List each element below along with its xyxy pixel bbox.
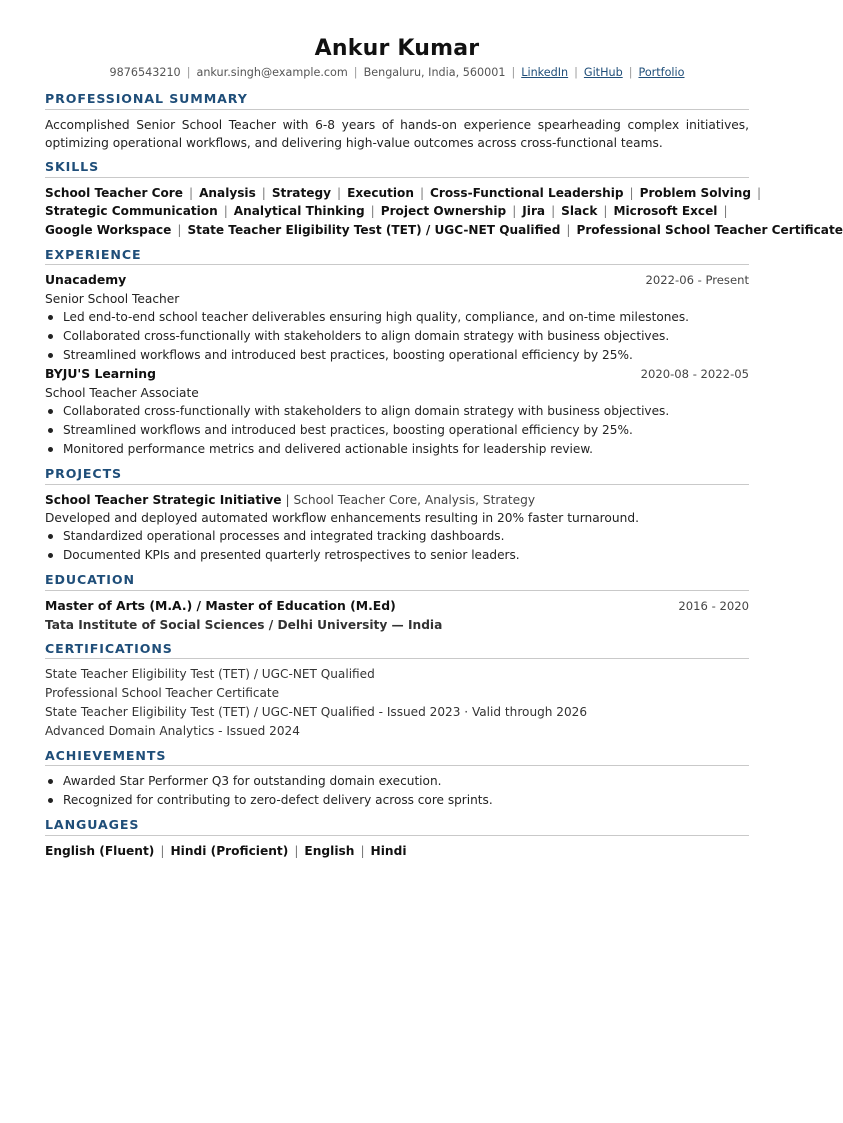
school-name: Tata Institute of Social Sciences / Delhi University — India	[45, 617, 443, 632]
certification-item: State Teacher Eligibility Test (TET) / UGC-NET Qualified	[45, 667, 375, 682]
section-title-certifications: CERTIFICATIONS	[45, 640, 749, 660]
education-section	[45, 571, 749, 634]
linkedin-link[interactable]: LinkedIn	[521, 66, 569, 80]
bullet-item: Standardized operational processes and integrated tracking dashboards.	[45, 527, 749, 546]
company-name: Unacademy	[45, 272, 127, 288]
achievement-bullets	[45, 772, 749, 810]
section-title-education: EDUCATION	[45, 571, 749, 591]
github-link[interactable]: GitHub	[583, 66, 623, 80]
separator: |	[186, 66, 191, 80]
job-dates: 2022-06 - Present	[645, 273, 749, 288]
job-bullets	[45, 308, 749, 365]
skill-item: Problem Solving	[639, 185, 752, 200]
job-entry	[45, 271, 749, 365]
experience-section	[45, 246, 749, 459]
company-name: BYJU'S Learning	[45, 366, 156, 382]
skill-item: Strategic Communication	[45, 204, 218, 219]
language-item: Hindi	[370, 844, 407, 859]
languages-list: English (Fluent) | Hindi (Proficient) | English | Hindi	[45, 844, 407, 859]
email: ankur.singh@example.com	[196, 66, 348, 80]
skill-item: Strategy	[271, 185, 331, 200]
job-role: Senior School Teacher	[45, 291, 180, 306]
project-heading: School Teacher Strategic Initiative | School Teacher Core, Analysis, Strategy	[45, 492, 536, 507]
skill-item: Slack	[561, 204, 598, 219]
languages-section	[45, 816, 749, 860]
separator: |	[574, 66, 578, 80]
skill-item: Google Workspace	[45, 223, 172, 237]
language-item: English (Fluent)	[45, 844, 155, 859]
skill-item: Professional School Teacher Certificate	[576, 223, 843, 237]
project-description: Developed and deployed automated workflow enhancements resulting in 20% faster turnaround.	[45, 511, 639, 525]
section-title-skills: SKILLS	[45, 158, 749, 178]
summary-section	[45, 90, 749, 152]
section-title-languages: LANGUAGES	[45, 816, 749, 836]
bullet-item: Collaborated cross-functionally with stakeholders to align domain strategy with business objectives.	[45, 402, 749, 421]
location: Bengaluru, India, 560001	[363, 66, 506, 80]
skills-section	[45, 158, 843, 240]
section-title-projects: PROJECTS	[45, 465, 749, 485]
separator: |	[511, 66, 516, 80]
summary-text: Accomplished Senior School Teacher with 6-8 years of hands-on experience spearheading complex initiatives, optimizing operational workflows, and delivering high-value outcomes across cross-functional teams.	[45, 117, 749, 150]
degree-name: Master of Arts (M.A.) / Master of Education (M.Ed)	[45, 597, 396, 613]
bullet-item: Recognized for contributing to zero-defect delivery across core sprints.	[45, 791, 749, 810]
project-title: School Teacher Strategic Initiative	[45, 492, 282, 507]
job-entry	[45, 365, 749, 459]
project-bullets	[45, 527, 749, 565]
skills-list: School Teacher Core | Analysis | Strategy | Execution | Cross-Functional Leadership | Problem Solving | Strategic Communication | Analytical Thinking | Project Ownership | Jira | Slack | Microsoft Excel | Google Workspace | State Teacher Eligibility Test (TET) / UGC-NET Qualified | Professional School Teacher Certificate	[45, 185, 843, 237]
bullet-item: Streamlined workflows and introduced best practices, boosting operational efficiency by 25%.	[45, 421, 749, 440]
skill-item: Analysis	[199, 185, 256, 200]
skill-item: Project Ownership	[380, 204, 507, 219]
certification-item: Professional School Teacher Certificate	[45, 686, 280, 701]
bullet-item: Monitored performance metrics and delivered actionable insights for leadership review.	[45, 440, 749, 459]
job-dates: 2020-08 - 2022-05	[640, 367, 749, 382]
certifications-section	[45, 640, 749, 741]
section-title-achievements: ACHIEVEMENTS	[45, 747, 749, 767]
education-dates: 2016 - 2020	[678, 598, 749, 613]
separator: |	[628, 66, 633, 80]
job-bullets	[45, 402, 749, 459]
section-title-experience: EXPERIENCE	[45, 246, 749, 266]
skill-item: Microsoft Excel	[613, 204, 718, 219]
skill-item: Cross-Functional Leadership	[430, 185, 624, 200]
certification-item: State Teacher Eligibility Test (TET) / UGC-NET Qualified - Issued 2023 · Valid through 2026	[45, 705, 588, 720]
skill-item: Jira	[522, 204, 546, 219]
skill-item: State Teacher Eligibility Test (TET) / UGC-NET Qualified	[187, 223, 561, 237]
section-title-summary: PROFESSIONAL SUMMARY	[45, 90, 749, 110]
bullet-item: Led end-to-end school teacher deliverables ensuring high quality, compliance, and on-time milestones.	[45, 308, 749, 327]
bullet-item: Awarded Star Performer Q3 for outstanding domain execution.	[45, 772, 749, 791]
language-item: English	[304, 844, 355, 859]
certification-item: Advanced Domain Analytics - Issued 2024	[45, 724, 300, 738]
separator: |	[353, 66, 358, 80]
portfolio-link[interactable]: Portfolio	[638, 66, 685, 80]
bullet-item: Documented KPIs and presented quarterly retrospectives to senior leaders.	[45, 546, 749, 565]
contact-line	[45, 65, 749, 82]
project-tech: School Teacher Core, Analysis, Strategy	[293, 492, 536, 507]
job-role: School Teacher Associate	[45, 385, 199, 400]
candidate-name: Ankur Kumar	[314, 36, 480, 61]
achievements-section	[45, 747, 749, 811]
skill-item: Analytical Thinking	[233, 204, 365, 219]
projects-section	[45, 465, 749, 565]
bullet-item: Collaborated cross-functionally with stakeholders to align domain strategy with business objectives.	[45, 327, 749, 346]
phone: 9876543210	[109, 66, 181, 80]
skill-item: Execution	[347, 185, 414, 200]
language-item: Hindi (Proficient)	[170, 844, 289, 859]
skill-item: School Teacher Core	[45, 185, 183, 200]
bullet-item: Streamlined workflows and introduced best practices, boosting operational efficiency by 25%.	[45, 346, 749, 365]
